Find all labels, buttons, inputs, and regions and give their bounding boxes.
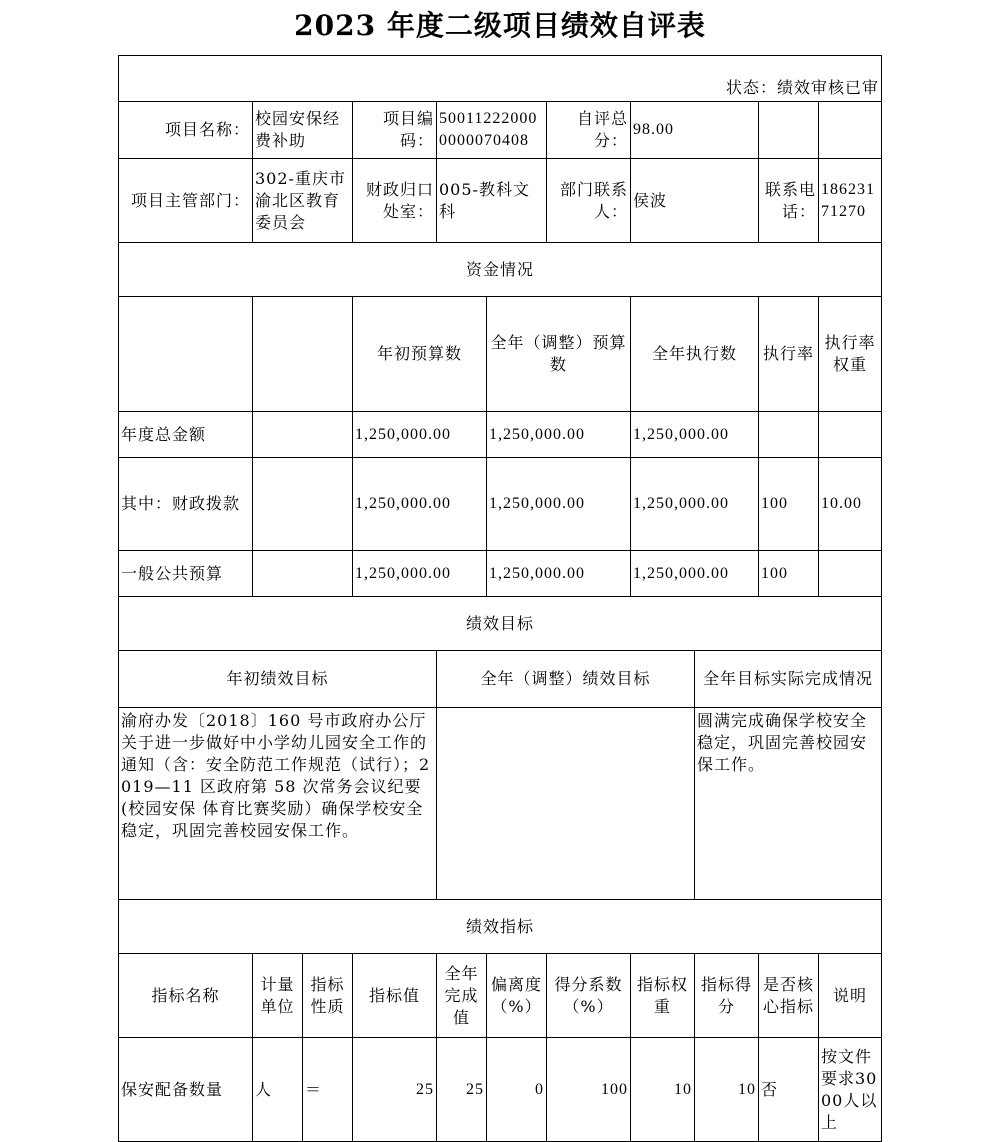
phone-label: 联系电话： — [759, 159, 819, 243]
ind-header-score: 指标得分 — [695, 954, 759, 1038]
ind-target: 25 — [353, 1038, 437, 1142]
empty-cell — [253, 551, 353, 597]
funds-initial: 1,250,000.00 — [353, 412, 487, 458]
ind-weight: 10 — [631, 1038, 695, 1142]
status-cell: 状态：绩效审核已审 — [119, 56, 882, 102]
funds-row-label: 年度总金额 — [119, 412, 253, 458]
funds-section-title: 资金情况 — [119, 243, 882, 297]
funds-executed: 1,250,000.00 — [631, 551, 759, 597]
ind-coef: 100 — [547, 1038, 631, 1142]
empty-cell — [819, 102, 882, 159]
funds-adjusted: 1,250,000.00 — [487, 551, 631, 597]
ind-header-nature: 指标性质 — [303, 954, 353, 1038]
ind-nature: ＝ — [303, 1038, 353, 1142]
dept-label: 项目主管部门： — [119, 159, 253, 243]
funds-rate: 100 — [759, 551, 819, 597]
ind-header-note: 说明 — [819, 954, 882, 1038]
project-name-label: 项目名称： — [119, 102, 253, 159]
ind-header-weight: 指标权重 — [631, 954, 695, 1038]
ind-unit: 人 — [253, 1038, 303, 1142]
table-row — [119, 458, 882, 551]
funds-row-label: 一般公共预算 — [119, 551, 253, 597]
funds-header-weight: 执行率权重 — [819, 297, 882, 412]
goals-section-title: 绩效目标 — [119, 597, 882, 651]
evaluation-table — [118, 55, 882, 1142]
goals-actual-text: 圆满完成确保学校安全稳定，巩固完善校园安保工作。 — [695, 708, 882, 900]
funds-initial: 1,250,000.00 — [353, 458, 487, 551]
empty-cell — [759, 102, 819, 159]
ind-header-target: 指标值 — [353, 954, 437, 1038]
funds-adjusted: 1,250,000.00 — [487, 458, 631, 551]
self-score-value: 98.00 — [631, 102, 759, 159]
ind-header-core: 是否核心指标 — [759, 954, 819, 1038]
project-code-value: 500112220000000070408 — [437, 102, 547, 159]
funds-rate — [759, 412, 819, 458]
office-label: 财政归口处室： — [353, 159, 437, 243]
goals-header-actual: 全年目标实际完成情况 — [695, 651, 882, 708]
funds-header-initial: 年初预算数 — [353, 297, 487, 412]
ind-header-name: 指标名称 — [119, 954, 253, 1038]
ind-header-deviation: 偏离度（%） — [487, 954, 547, 1038]
goals-header-adjusted: 全年（调整）绩效目标 — [437, 651, 695, 708]
funds-executed: 1,250,000.00 — [631, 458, 759, 551]
ind-note: 按文件要求3000人以上 — [819, 1038, 882, 1142]
empty-cell — [253, 412, 353, 458]
project-code-label: 项目编码： — [353, 102, 437, 159]
empty-cell — [253, 458, 353, 551]
ind-header-actual: 全年完成值 — [437, 954, 487, 1038]
ind-core: 否 — [759, 1038, 819, 1142]
funds-header-adjusted: 全年（调整）预算数 — [487, 297, 631, 412]
phone-value: 18623171270 — [819, 159, 882, 243]
project-name-value: 校园安保经费补助 — [253, 102, 353, 159]
self-score-label: 自评总分： — [547, 102, 631, 159]
empty-cell — [253, 297, 353, 412]
goals-initial-text: 渝府办发〔2018〕160 号市政府办公厅关于进一步做好中小学幼儿园安全工作的通知（含：安全防范工作规范（试行）；2019—11 区政府第 58 次常务会议纪要(校园安保 体育比赛奖励）确保学校安全稳定，巩固完善校园安保工作。 — [119, 708, 437, 900]
funds-weight — [819, 412, 882, 458]
contact-value: 侯波 — [631, 159, 759, 243]
goals-adjusted-text — [437, 708, 695, 900]
funds-header-rate: 执行率 — [759, 297, 819, 412]
funds-initial: 1,250,000.00 — [353, 551, 487, 597]
empty-cell — [119, 297, 253, 412]
funds-weight: 10.00 — [819, 458, 882, 551]
funds-weight — [819, 551, 882, 597]
ind-name: 保安配备数量 — [119, 1038, 253, 1142]
funds-rate: 100 — [759, 458, 819, 551]
contact-label: 部门联系人： — [547, 159, 631, 243]
table-row — [119, 551, 882, 597]
page-title: 2023 年度二级项目绩效自评表 — [294, 9, 706, 42]
ind-header-unit: 计量单位 — [253, 954, 303, 1038]
dept-value: 302-重庆市渝北区教育委员会 — [253, 159, 353, 243]
table-row — [119, 1038, 882, 1142]
table-row — [119, 412, 882, 458]
indicators-section-title: 绩效指标 — [119, 900, 882, 954]
office-value: 005-教科文科 — [437, 159, 547, 243]
goals-header-initial: 年初绩效目标 — [119, 651, 437, 708]
ind-deviation: 0 — [487, 1038, 547, 1142]
funds-header-executed: 全年执行数 — [631, 297, 759, 412]
funds-row-label: 其中：财政拨款 — [119, 458, 253, 551]
ind-score: 10 — [695, 1038, 759, 1142]
funds-adjusted: 1,250,000.00 — [487, 412, 631, 458]
funds-executed: 1,250,000.00 — [631, 412, 759, 458]
ind-actual: 25 — [437, 1038, 487, 1142]
ind-header-coef: 得分系数（%） — [547, 954, 631, 1038]
